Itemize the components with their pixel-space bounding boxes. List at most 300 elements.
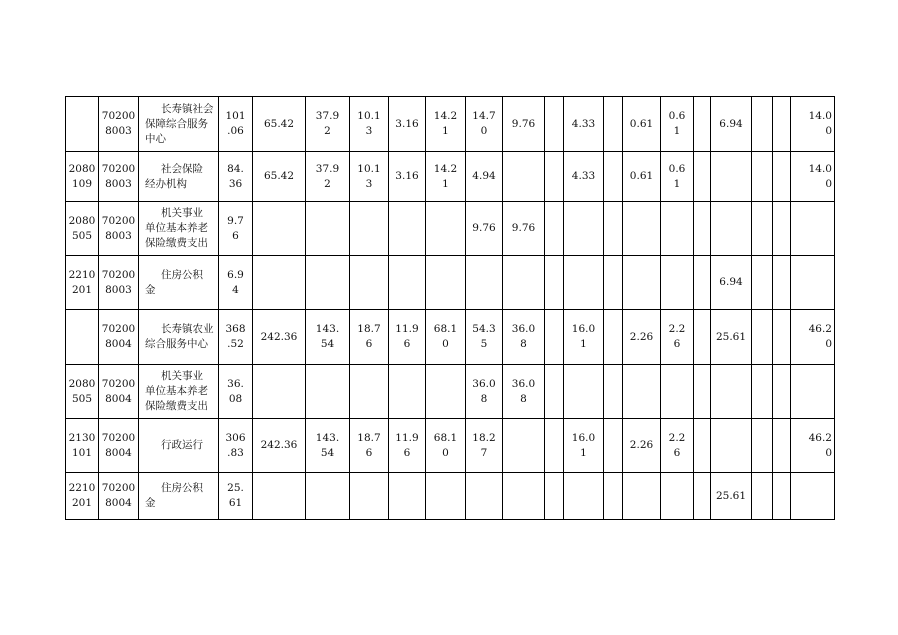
cell-line: 201 (71, 497, 93, 509)
cell-line: 37.9 (315, 110, 340, 122)
cell-line: 3 (365, 125, 373, 137)
cell-line: 0.61 (629, 170, 654, 182)
table-cell (791, 256, 835, 310)
table-cell (694, 310, 711, 365)
table-cell (389, 419, 426, 473)
cell-line: 101 (71, 446, 93, 459)
table-cell (350, 310, 389, 365)
table-cell (389, 152, 426, 202)
table-cell (66, 473, 99, 520)
cell-line: 8003 (105, 125, 132, 137)
table-cell (791, 310, 835, 365)
cell-line: 2080 (68, 214, 96, 227)
cell-line: 8003 (105, 283, 132, 296)
cell-line: 70200 (101, 268, 136, 281)
table-cell (604, 419, 623, 473)
table-cell (306, 256, 350, 310)
table-cell (306, 152, 350, 202)
cell-line: 0 (825, 177, 832, 190)
cell-line: 6.9 (227, 268, 244, 281)
table-cell (564, 152, 604, 202)
table-cell (773, 473, 791, 520)
cell-line: 6 (403, 446, 411, 459)
cell-line: 11.9 (395, 431, 419, 444)
table-cell (219, 202, 253, 256)
cell-line: 6 (673, 338, 681, 350)
cell-line: 10.1 (357, 162, 381, 175)
cell-line: 8 (520, 392, 527, 405)
table-cell (773, 97, 791, 152)
table-cell (389, 202, 426, 256)
table-cell (466, 152, 503, 202)
table-cell (661, 97, 694, 152)
table-cell (466, 365, 503, 419)
cell-line: 37.9 (315, 162, 340, 175)
table-cell (604, 473, 623, 520)
cell-line: 6 (365, 446, 373, 459)
cell-line: 金 (145, 283, 156, 296)
table-cell (466, 256, 503, 310)
cell-line: 2.2 (668, 323, 686, 335)
table-cell (306, 473, 350, 520)
cell-line: 1 (673, 177, 681, 190)
table-cell (466, 473, 503, 520)
cell-line: 6 (673, 446, 681, 459)
cell-line: 36.0 (511, 377, 536, 390)
cell-line: 25.61 (715, 489, 747, 502)
cell-line: 54.3 (472, 323, 496, 335)
cell-line: 2210 (68, 268, 96, 281)
table-cell (773, 310, 791, 365)
cell-line: .52 (227, 338, 244, 350)
table-cell (752, 202, 773, 256)
table-cell (694, 202, 711, 256)
cell-line: 3.16 (395, 170, 419, 182)
table-cell (564, 256, 604, 310)
table-cell (350, 256, 389, 310)
table-cell (466, 97, 503, 152)
table-cell (752, 419, 773, 473)
cell-line: 8003 (105, 177, 132, 190)
cell-line: 54 (320, 446, 335, 459)
cell-line: 8 (480, 392, 488, 405)
cell-line: 0 (442, 446, 449, 459)
cell-line: 18.7 (357, 431, 381, 444)
table-cell (661, 310, 694, 365)
table-cell (694, 152, 711, 202)
table-cell (604, 365, 623, 419)
cell-line: 9.76 (472, 222, 496, 234)
cell-line: 2 (324, 125, 331, 137)
table-cell (389, 256, 426, 310)
table-cell (773, 202, 791, 256)
table-cell (711, 419, 752, 473)
table-cell (66, 152, 99, 202)
cell-line: 242.36 (260, 439, 298, 451)
cell-line: 机关事业 (161, 370, 203, 382)
table-cell (139, 310, 219, 365)
table-cell (711, 365, 752, 419)
cell-line: 8004 (105, 446, 132, 459)
table-cell (545, 310, 564, 365)
table-cell (773, 365, 791, 419)
cell-line: 14.7 (472, 110, 496, 122)
table-cell (426, 152, 466, 202)
table-cell (306, 310, 350, 365)
cell-line: 14.0 (808, 110, 832, 122)
table-cell (253, 473, 306, 520)
cell-line: 长寿镇农业 (161, 323, 214, 335)
table-cell (545, 97, 564, 152)
table-row (66, 152, 835, 202)
cell-line: 社会保险 (161, 162, 203, 175)
table-cell (426, 256, 466, 310)
table-cell (623, 310, 661, 365)
table-cell (623, 97, 661, 152)
table-cell (389, 310, 426, 365)
table-cell (466, 310, 503, 365)
cell-line: 4.33 (571, 117, 596, 130)
cell-line: 2080 (68, 377, 96, 390)
table-cell (219, 97, 253, 152)
cell-line: 4.94 (472, 170, 496, 182)
cell-line: 505 (71, 392, 93, 405)
table-cell (426, 365, 466, 419)
cell-line: 6.94 (719, 276, 743, 288)
table-cell (623, 419, 661, 473)
cell-line: 36.0 (511, 323, 536, 335)
cell-line: 25.61 (715, 330, 747, 343)
cell-line: 单位基本养老 (145, 222, 208, 234)
cell-line: 2080 (68, 162, 96, 175)
table-cell (219, 256, 253, 310)
cell-line: 6.94 (719, 117, 743, 130)
table-cell (99, 419, 139, 473)
table-cell (661, 256, 694, 310)
table-cell (604, 97, 623, 152)
cell-line: 2.2 (668, 431, 686, 444)
table-cell (139, 365, 219, 419)
table-cell (752, 256, 773, 310)
table-cell (66, 419, 99, 473)
cell-line: 70200 (101, 377, 136, 390)
table-cell (694, 97, 711, 152)
table-cell (66, 202, 99, 256)
cell-line: 70200 (101, 431, 136, 444)
cell-line: 68.1 (433, 323, 458, 335)
table-cell (791, 419, 835, 473)
cell-line: 70200 (101, 482, 136, 494)
cell-line: 46.2 (808, 431, 832, 444)
cell-line: 109 (71, 177, 93, 190)
cell-line: 368 (225, 323, 246, 335)
table-cell (139, 256, 219, 310)
table-cell (426, 202, 466, 256)
table-cell (306, 97, 350, 152)
cell-line: 8004 (105, 392, 132, 405)
table-cell (219, 310, 253, 365)
table-cell (791, 97, 835, 152)
cell-line: 经办机构 (145, 177, 187, 190)
table-cell (426, 419, 466, 473)
cell-line: 8 (520, 338, 527, 350)
table-cell (503, 202, 545, 256)
table-cell (545, 202, 564, 256)
cell-line: 4.33 (571, 170, 596, 182)
table-cell (99, 97, 139, 152)
table-cell (752, 152, 773, 202)
table-cell (350, 202, 389, 256)
table-cell (389, 97, 426, 152)
table-cell (773, 152, 791, 202)
cell-line: 综合服务中心 (145, 338, 208, 350)
cell-line: 5 (480, 338, 488, 350)
table-row (66, 419, 835, 473)
table-cell (219, 473, 253, 520)
cell-line: 0 (825, 125, 832, 137)
cell-line: 68.1 (433, 431, 458, 444)
cell-line: 54 (320, 338, 335, 350)
table-cell (694, 419, 711, 473)
cell-line: 14.2 (433, 162, 458, 175)
table-cell (253, 419, 306, 473)
table-cell (661, 152, 694, 202)
table-cell (623, 473, 661, 520)
cell-line: 保险缴费支出 (145, 400, 208, 412)
table-cell (503, 365, 545, 419)
table-row (66, 365, 835, 419)
table-cell (426, 97, 466, 152)
table-cell (99, 202, 139, 256)
cell-line: 1 (442, 125, 449, 137)
table-cell (139, 473, 219, 520)
table-cell (253, 256, 306, 310)
cell-line: 36.0 (472, 377, 496, 390)
table-cell (350, 152, 389, 202)
cell-line: 0 (442, 338, 449, 350)
cell-line: 242.36 (260, 330, 298, 343)
table-cell (623, 256, 661, 310)
table-cell (791, 365, 835, 419)
table-cell (306, 365, 350, 419)
table-cell (66, 256, 99, 310)
table-cell (694, 473, 711, 520)
table-cell (711, 97, 752, 152)
table-cell (219, 365, 253, 419)
cell-line: 4 (232, 283, 239, 296)
cell-line: 143. (315, 323, 340, 335)
table-cell (773, 256, 791, 310)
cell-line: 0 (825, 338, 832, 350)
table-cell (139, 419, 219, 473)
cell-line: 1 (580, 446, 587, 459)
table-cell (661, 202, 694, 256)
table-cell (99, 256, 139, 310)
table-cell (711, 473, 752, 520)
cell-line: 9.76 (511, 222, 536, 234)
cell-line: 单位基本养老 (145, 385, 208, 397)
cell-line: 6 (365, 338, 373, 350)
table-cell (99, 473, 139, 520)
cell-line: 0.6 (668, 162, 686, 175)
table-cell (350, 473, 389, 520)
table-cell (389, 473, 426, 520)
table-cell (545, 256, 564, 310)
cell-line: 0.6 (668, 110, 686, 122)
cell-line: 14.2 (433, 110, 458, 122)
cell-line: 住房公积 (161, 482, 203, 494)
cell-line: 14.0 (808, 162, 832, 175)
cell-line: 306 (225, 431, 246, 444)
table-cell (545, 152, 564, 202)
table-cell (306, 419, 350, 473)
cell-line: 70200 (101, 214, 136, 227)
table-cell (694, 256, 711, 310)
table-cell (139, 97, 219, 152)
table-cell (66, 310, 99, 365)
cell-line: 8004 (105, 497, 132, 509)
table-cell (253, 310, 306, 365)
table-cell (99, 310, 139, 365)
cell-line: 505 (71, 229, 93, 242)
table-cell (773, 419, 791, 473)
cell-line: 3 (365, 177, 373, 190)
table-cell (752, 473, 773, 520)
table-cell (564, 202, 604, 256)
cell-line: 机关事业 (161, 207, 203, 219)
table-cell (503, 473, 545, 520)
table-row (66, 256, 835, 310)
table-cell (623, 365, 661, 419)
table-cell (564, 97, 604, 152)
table-cell (564, 419, 604, 473)
table-cell (253, 365, 306, 419)
cell-line: 1 (580, 338, 587, 350)
table-cell (66, 97, 99, 152)
table-cell (503, 152, 545, 202)
table-cell (139, 202, 219, 256)
cell-line: 65.42 (263, 170, 295, 182)
cell-line: 8004 (105, 338, 132, 350)
table-cell (694, 365, 711, 419)
table-cell (139, 152, 219, 202)
cell-line: 36 (228, 177, 243, 190)
table-cell (350, 419, 389, 473)
table-cell (503, 256, 545, 310)
table-cell (623, 152, 661, 202)
cell-line: 2.26 (629, 439, 654, 451)
cell-line: 1 (442, 177, 449, 190)
cell-line: 61 (228, 497, 243, 509)
cell-line: 2.26 (629, 330, 654, 343)
table-cell (752, 365, 773, 419)
table-cell (661, 365, 694, 419)
cell-line: 70200 (101, 323, 136, 335)
table-cell (66, 365, 99, 419)
table-cell (604, 310, 623, 365)
table-cell (711, 256, 752, 310)
table-row (66, 310, 835, 365)
table-cell (791, 152, 835, 202)
table-cell (350, 365, 389, 419)
cell-line: 36. (227, 377, 244, 390)
table-cell (219, 152, 253, 202)
table-row (66, 97, 835, 152)
cell-line: 1 (673, 125, 681, 137)
cell-line: 70200 (101, 162, 136, 175)
cell-line: 长寿镇社会 (161, 102, 214, 115)
table-cell (426, 310, 466, 365)
table-cell (711, 310, 752, 365)
cell-line: 0 (825, 446, 832, 459)
cell-line: 2130 (68, 431, 96, 444)
table-cell (219, 419, 253, 473)
cell-line: 84. (227, 162, 244, 175)
table-cell (623, 202, 661, 256)
table-cell (503, 310, 545, 365)
cell-line: 18.7 (357, 323, 381, 335)
table-cell (545, 473, 564, 520)
table-cell (253, 202, 306, 256)
cell-line: 2210 (68, 482, 96, 494)
table-cell (99, 365, 139, 419)
cell-line: 6 (232, 229, 239, 242)
table-cell (711, 152, 752, 202)
cell-line: 行政运行 (161, 439, 203, 451)
cell-line: 金 (145, 497, 156, 509)
table-cell (350, 97, 389, 152)
table-cell (604, 152, 623, 202)
table-cell (426, 473, 466, 520)
table-cell (661, 419, 694, 473)
budget-table (65, 96, 835, 520)
table-cell (545, 365, 564, 419)
cell-line: 16.0 (571, 431, 596, 444)
table-cell (791, 202, 835, 256)
table-cell (564, 473, 604, 520)
cell-line: 3.16 (395, 117, 419, 130)
table-cell (564, 310, 604, 365)
table-cell (253, 97, 306, 152)
cell-line: 25. (227, 482, 244, 494)
table-cell (466, 202, 503, 256)
table-cell (752, 310, 773, 365)
cell-line: 9.76 (511, 117, 536, 130)
cell-line: .83 (227, 446, 244, 459)
cell-line: 70200 (101, 110, 136, 122)
cell-line: 保险缴费支出 (145, 237, 208, 249)
cell-line: 8003 (105, 229, 132, 242)
table-cell (791, 473, 835, 520)
table-cell (711, 202, 752, 256)
cell-line: 16.0 (571, 323, 596, 335)
cell-line: 6 (403, 338, 411, 350)
table-row (66, 473, 835, 520)
table-cell (545, 419, 564, 473)
table-cell (604, 256, 623, 310)
cell-line: 201 (71, 283, 93, 296)
cell-line: 10.1 (357, 110, 381, 122)
table-cell (604, 202, 623, 256)
cell-line: 143. (315, 431, 340, 444)
table-cell (752, 97, 773, 152)
cell-line: 住房公积 (161, 268, 203, 281)
cell-line: .06 (227, 125, 244, 137)
cell-line: 18.2 (472, 431, 496, 444)
cell-line: 9.7 (227, 214, 244, 227)
cell-line: 65.42 (263, 117, 295, 130)
cell-line: 保障综合服务 (145, 117, 208, 130)
